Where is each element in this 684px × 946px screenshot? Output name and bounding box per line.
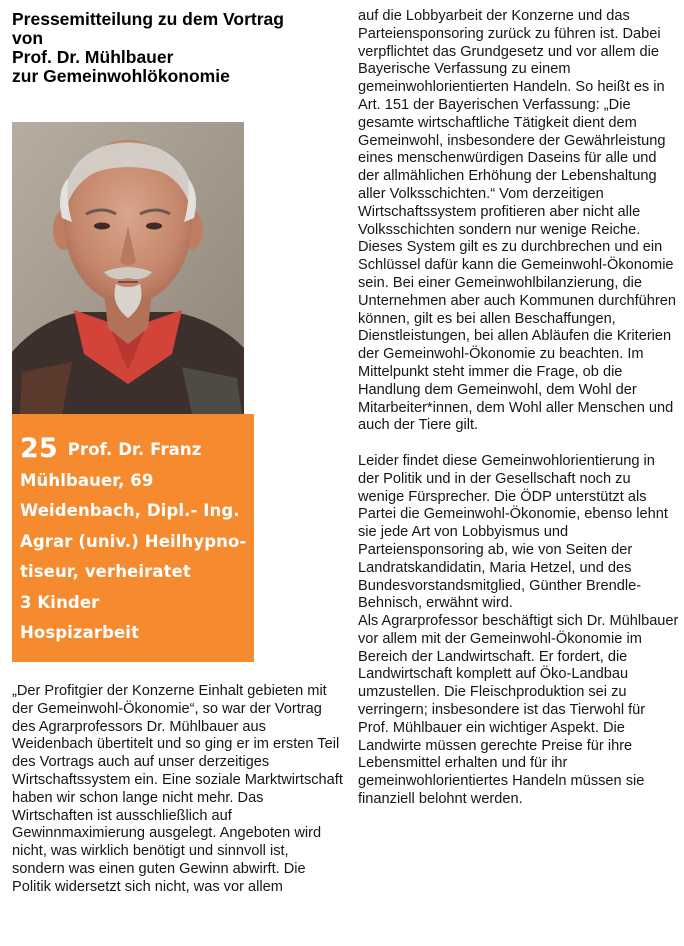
article-paragraph-right-2: Leider findet diese Gemeinwohlorientierung in der Politik und in der Gesellschaft noch zu wenige Fürsprecher. Die ÖDP unterstützt als Partei die Gemeinwohl-Ökonomie, ebenso lehnt sie jede Art von Lobbyismus und Parteiensponsoring ab, wie von Seiten der Landratskandidatin, Maria Hetzel, und des Bundesvorstandsmitglied, Günther Brendle-Behnisch, erwähnt wird. [358, 452, 668, 612]
portrait-photo [12, 122, 244, 414]
headline-line-2: von [12, 28, 44, 48]
caption-line-7: Hospizarbeit [20, 623, 140, 642]
headline-line-3: Prof. Dr. Mühlbauer [12, 47, 174, 67]
caption-text: Prof. Dr. Franz [67, 440, 202, 459]
headline-block [12, 6, 342, 86]
headline-line-4: zur Gemeinwohlökonomie [12, 66, 230, 86]
headline-line-1: Pressemitteilung zu dem Vortrag [12, 9, 284, 29]
caption-line-5: tiseur, verheiratet [20, 562, 191, 581]
article-paragraph-left: „Der Profitgier der Konzerne Einhalt gebieten mit der Gemeinwohl-Ökonomie“, so war der Vortrag des Agrarprofessors Dr. Mühlbauer aus Weidenbach übertitelt und so ging er im ersten Teil des Vortrags auch auf unser derzeitiges Wirtschaftssystem ein. Eine soziale Marktwirtschaft haben wir schon lange nicht mehr. Das Wirtschaften ist ausschließlich auf Gewinnmaximierung ausgelegt. Angeboten wird nicht, was wirklich benötigt und sinnvoll ist, sondern was einen guten Gewinn abwirft. Die Politik widersetzt sich nicht, was vor allem [12, 683, 343, 895]
article-column-left [12, 683, 344, 897]
portrait-illustration [12, 122, 244, 414]
article-column-right [358, 8, 680, 809]
caption-line-4: Agrar (univ.) Heilhypno- [20, 531, 247, 551]
article-paragraph-right-3: Als Agrarprofessor beschäftigt sich Dr. Mühlbauer vor allem mit der Gemeinwohl-Ökonomie im Bereich der Landwirtschaft. Er fordert, die Landwirtschaft komplett auf Öko-Landbau umzustellen. Die Fleischproduktion sei zu verringern; insbesondere ist das Tierwohl für Prof. Mühlbauer ein wichtiger Aspekt. Die Landwirte müssen gerechte Preise für ihre Lebensmittel erhalten und für ihr gemeinwohlorientiertes Handeln müssen sie finanziell belohnt werden. [358, 613, 679, 808]
headline [12, 6, 342, 86]
caption-line-3: Weidenbach, Dipl.- Ing. [20, 501, 240, 520]
bio-caption-box [12, 414, 254, 662]
caption-line-6: 3 Kinder [20, 592, 100, 612]
caption-line-2: Mühlbauer, 69 [20, 470, 154, 490]
caption-line-1 [20, 434, 254, 466]
caption-number: 25 [20, 433, 58, 464]
paragraph-gap [358, 435, 680, 453]
article-paragraph-right-1: auf die Lobbyarbeit der Konzerne und das Parteiensponsoring zurück zu führen ist. Dabei verpflichtet das Grundgesetz und vor allem die Bayerische Verfassung zu einem gemeinwohlorientierten Handeln. So heißt es in Art. 151 der Bayerischen Verfassung: „Die gesamte wirtschaftliche Tätigkeit dient dem Gemeinwohl, insbesondere der Gewährleistung eines menschenwürdigen Daseins für alle und der allmählichen Erhöhung der Lebenshaltung aller Volksschichten.“ Vom derzeitigen Wirtschaftssystem profitieren aber nicht alle Volksschichten sondern nur wenige Reiche. Dieses System gilt es zu durchbrechen und ein Schlüssel dafür kann die Gemeinwohl-Ökonomie sein. Bei einer Gemeinwohlbilanzierung, die Unternehmen aber auch Kommunen durchführen können, gilt es bei allen Beschaffungen, Dienstleistungen, bei allen Abläufen die Kriterien der Gemeinwohl-Ökonomie zu beachten. Im Mittelpunkt steht immer die Frage, ob die Handlung dem Gemeinwohl, dem Wohl der Mitarbeiter*innen, dem Wohl aller Menschen und auch der Tiere gilt. [358, 8, 677, 434]
